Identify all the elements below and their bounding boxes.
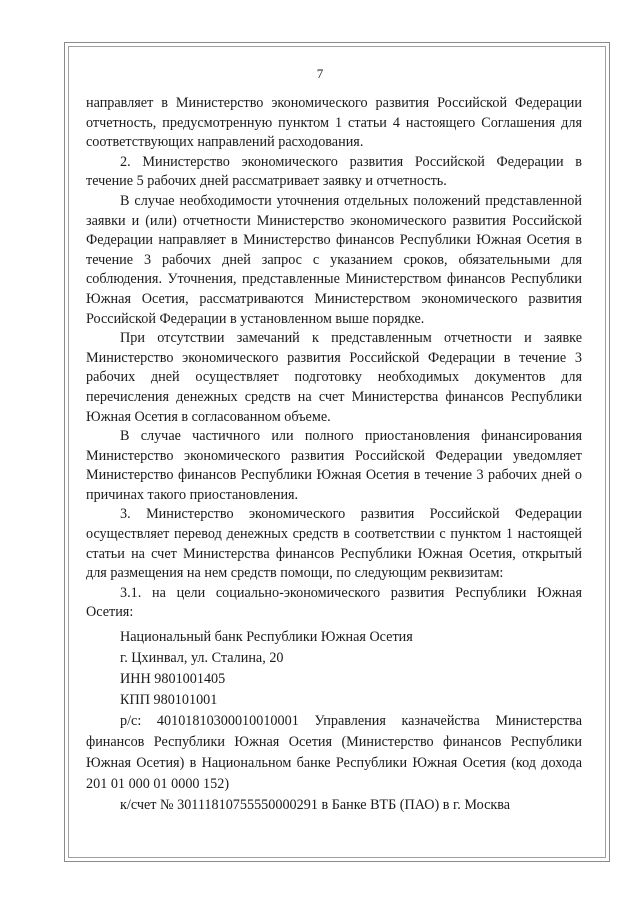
paragraph-item-3-1: 3.1. на цели социально-экономического развития Республики Южная Осетия:	[86, 584, 582, 621]
requisite-bank: Национальный банк Республики Южная Осетия	[120, 629, 413, 646]
page-number: 7	[316, 66, 324, 81]
paragraph-no-remarks: При отсутствии замечаний к представленным отчетности и заявке Министерство экономического развития Российской Федерации в течение 3 рабочих дней осуществляет подготовку необходимых документов для перечисления денежных средств на счет Министерства финансов Республики Южная Осетия в согласованном объеме.	[86, 330, 582, 425]
paragraph-continuation: направляет в Министерство экономического развития Российской Федерации отчетность, предусмотренную пунктом 1 статьи 4 настоящего Соглашения для соответствующих направлений расходования.	[86, 95, 582, 151]
requisite-corr-account: к/счет № 30111810755550000291 в Банке ВТБ (ПАО) в г. Москва	[120, 797, 511, 814]
requisite-account: р/с: 40101810300010010001 Управления казначейства Министерства финансов Республики Южная Осетия (Министерство финансов Республики Южная Осетия) в Национальном банке Республики Южная Осетия (код дохода 201 01 000 01 0000 152)	[86, 713, 582, 793]
requisite-inn: ИНН 9801001405	[120, 671, 226, 688]
paragraph-clarification: В случае необходимости уточнения отдельных положений представленной заявки и (или) отчетности Министерство экономического развития Российской Федерации направляет в Министерство финансов Республики Южная Осетия в течение 3 рабочих дней запрос с указанием сроков, обязательными для соблюдения. Уточнения, представленные Министерством финансов Республики Южная Осетия, рассматриваются Министерством экономического развития Российской Федерации в установленном выше порядке.	[86, 192, 582, 327]
requisite-address: г. Цхинвал, ул. Сталина, 20	[120, 650, 284, 667]
paragraph-item-3: 3. Министерство экономического развития Российской Федерации осуществляет перевод денежных средств в соответствии с пунктом 1 настоящей статьи на счет Министерства финансов Республики Южная Осетия, открытый для размещения на нем средств помощи, по следующим реквизитам:	[86, 506, 582, 582]
requisite-kpp: КПП 980101001	[120, 692, 218, 709]
paragraph-item-2: 2. Министерство экономического развития Российской Федерации в течение 5 рабочих дней рассматривает заявку и отчетность.	[86, 153, 582, 190]
paragraph-suspension: В случае частичного или полного приостановления финансирования Министерство экономического развития Российской Федерации уведомляет Министерство финансов Республики Южная Осетия в течение 3 рабочих дней о причинах такого приостановления.	[86, 428, 582, 503]
document-body	[86, 94, 582, 816]
